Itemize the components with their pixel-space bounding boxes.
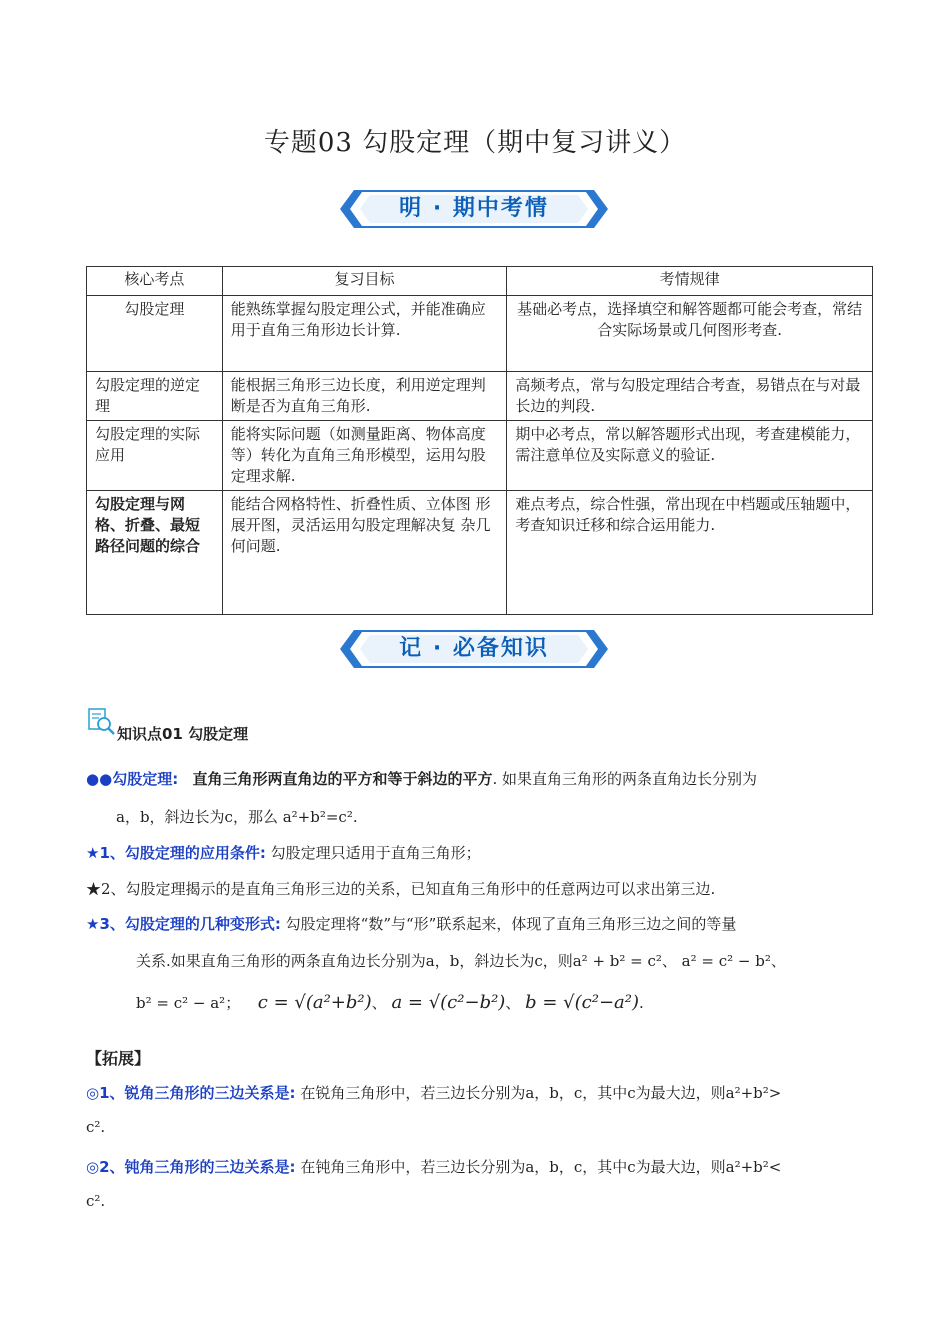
star1-line [86,842,481,863]
star3-line2: 关系.如果直角三角形的两条直角边长分别为a，b，斜边长为c，则a² + b² = c²、 a² = c² − b²、 [136,952,786,970]
table-cell-topic: 勾股定理的逆定理 [87,372,223,421]
extension-heading: 【拓展】 [86,1049,151,1068]
star3-line3: b² = c² − a²； c = √(a²+b²)、 a = √(c²−b²)、 b = √(c²−a²). [136,992,644,1013]
theorem-line2: a，b，斜边长为c，那么 a²+b²=c². [116,808,358,826]
theorem-statement: 直角三角形两直角边的平方和等于斜边的平方 [192,770,493,788]
star3-formula-b: b² = c² − a²； [136,994,241,1012]
theorem-rest: . 如果直角三角形的两条直角边长分别为 [492,770,758,788]
page-title: 专题03 勾股定理（期中复习讲义） [263,128,687,158]
table-cell-goal: 能结合网格特性、折叠性质、立体图 形展开图，灵活运用勾股定理解决复 杂几何问题. [222,491,507,615]
formula-b: b = √(c²−a²) [525,992,639,1013]
ext1-tail: c². [86,1118,106,1136]
table-row [87,421,873,491]
star2-line: ★2、勾股定理揭示的是直角三角形三边的关系，已知直角三角形中的任意两边可以求出第三边. [86,880,716,898]
table-row [87,491,873,615]
star3-label: ★3、勾股定理的几种变形式: [86,915,281,933]
table-header-row [87,267,873,296]
formula-c: c = √(a²+b²) [257,992,372,1013]
ext1-line [86,1082,781,1103]
ext2-line [86,1156,781,1177]
table-cell-pattern: 难点考点，综合性强，常出现在中档题或压轴题中，考查知识迁移和综合运用能力. [507,491,873,615]
table-cell-goal: 能将实际问题（如测量距离、物体高度等）转化为直角三角形模型，运用勾股定理求解. [222,421,507,491]
knowledge-point-title: 知识点01 勾股定理 [117,725,249,743]
table-row [87,296,873,372]
table-row [87,372,873,421]
table-cell-topic: 勾股定理与网格、折叠、最短路径问题的综合 [87,491,223,615]
table-header: 考情规律 [507,267,873,296]
table-cell-goal: 能熟练掌握勾股定理公式，并能准确应用于直角三角形边长计算. [222,296,507,372]
knowledge-magnifier-icon [86,706,116,740]
theorem-line [86,768,757,789]
ext1-label: ◎1、锐角三角形的三边关系是: [86,1084,296,1102]
section-banner-knowledge [340,624,608,674]
table-cell-pattern: 期中必考点，常以解答题形式出现，考查建模能力，需注意单位及实际意义的验证. [507,421,873,491]
ext2-label: ◎2、钝角三角形的三边关系是: [86,1158,296,1176]
table-header: 复习目标 [222,267,507,296]
table-cell-pattern: 基础必考点，选择填空和解答题都可能会考查，常结合实际场景或几何图形考查. [507,296,873,372]
theorem-label: 勾股定理: [112,770,179,788]
formula-a: a = √(c²−b²) [391,992,506,1013]
banner-title: 明 · 期中考情 [399,196,549,221]
ext2-text: 在钝角三角形中，若三边长分别为a，b，c，其中c为最大边，则a²+b²< [300,1158,782,1176]
star3-text: 勾股定理将“数”与“形”联系起来，体现了直角三角形三边之间的等量 [285,915,737,933]
table-cell-pattern: 高频考点，常与勾股定理结合考查，易错点在与对最长边的判段. [507,372,873,421]
ext1-text: 在锐角三角形中，若三边长分别为a，b，c，其中c为最大边，则a²+b²> [300,1084,782,1102]
table-cell-goal: 能根据三角形三边长度，利用逆定理判断是否为直角三角形. [222,372,507,421]
section-banner-exam [340,184,608,234]
table-header: 核心考点 [87,267,223,296]
ext2-tail: c². [86,1192,106,1210]
star1-label: ★1、勾股定理的应用条件: [86,844,266,862]
bullet-icons: ●● [86,770,113,788]
banner-title: 记 · 必备知识 [399,636,549,661]
table-cell-topic: 勾股定理 [87,296,223,372]
table-cell-topic: 勾股定理的实际应用 [87,421,223,491]
star1-text: 勾股定理只适用于直角三角形； [270,844,481,862]
star3-line [86,913,736,934]
exam-table [86,266,873,615]
